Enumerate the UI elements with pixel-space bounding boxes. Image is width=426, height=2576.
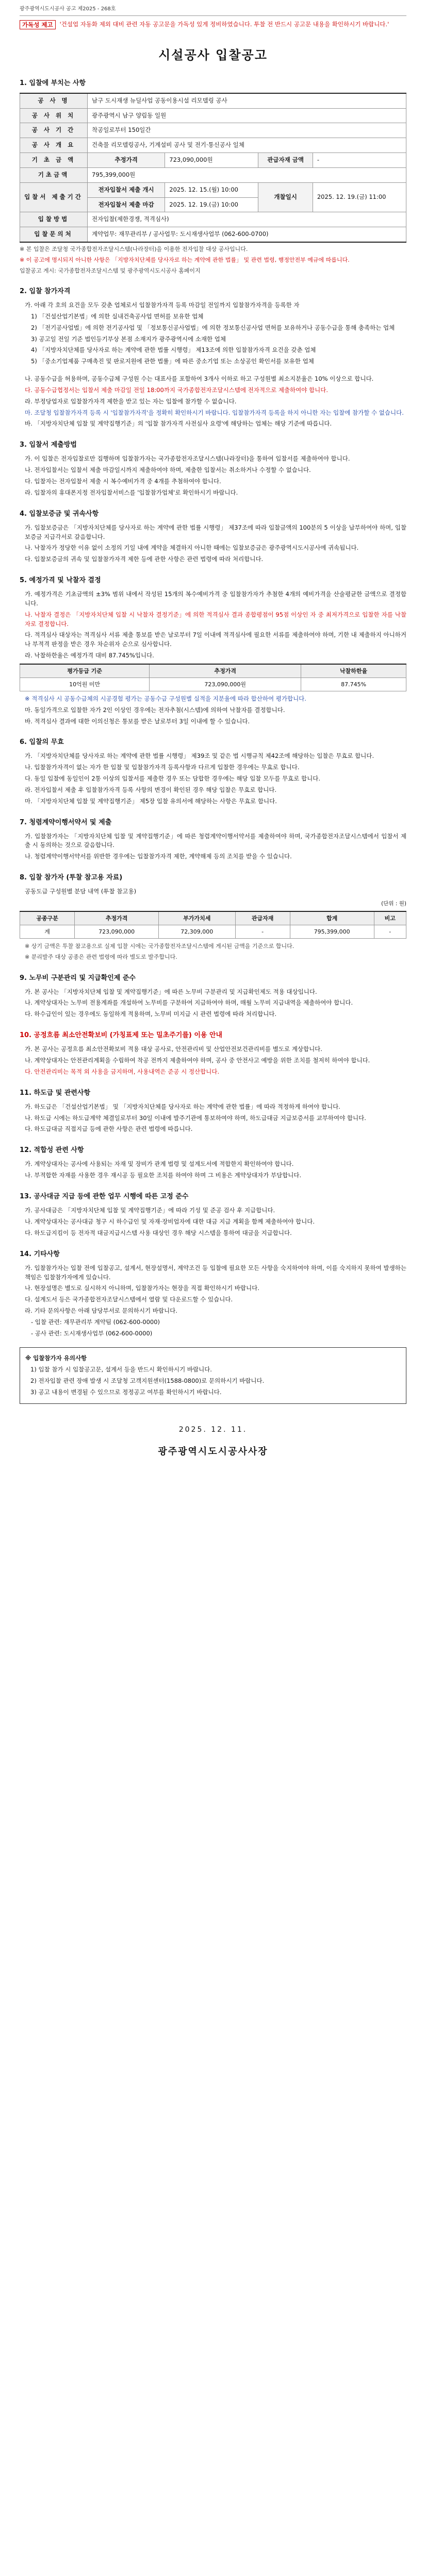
paragraph: 가. 아래 각 호의 요건을 모두 갖춘 업체로서 입찰참가자격 등록 마감일 전일까지 입찰참가자격을 등록한 자 (25, 301, 300, 309)
paragraph: ※ 상기 금액은 투찰 참고용으로 실제 입찰 시에는 국가종합전자조달시스템에 게시된 금액을 기준으로 합니다. (25, 943, 294, 950)
paragraph: 나. 계약상대자는 안전관리계획을 수립하여 착공 전까지 제출하여야 하며, 공사 중 안전사고 예방을 위한 조치를 철저히 하여야 합니다. (25, 1057, 370, 1064)
paragraph: - 공사 관련: 도시재생사업부 (062-600-0000) (31, 1329, 153, 1337)
money-key: 추정가격 (88, 153, 165, 168)
column-header: 평가등급 기준 (20, 664, 150, 678)
paragraph: 가. 본 공사는 「지방자치단체 입찰 및 계약집행기준」에 따른 노무비 구분관리 및 지급확인제도 적용 대상입니다. (25, 988, 317, 995)
money-value: 723,090,000원 (165, 153, 258, 168)
paragraph: 라. 입찰자의 휴대폰지정 전자입찰서비스를 '입찰참가업체'로 확인하시기 바랍니다. (25, 488, 238, 496)
table-row (20, 212, 406, 227)
row-label: 입찰방법 (20, 212, 88, 227)
table-cell: 723,090,000 (75, 925, 159, 939)
paragraph: 나. 계약상대자는 노무비 전용계좌를 개설하여 노무비를 구분하여 지급하여야 하며, 매월 노무비 지급내역을 제출하여야 합니다. (25, 999, 353, 1007)
section-9-heading: 9. 노무비 구분관리 및 지급확인제 준수 (20, 974, 136, 982)
paragraph: 나. 계약상대자는 공사대금 청구 시 하수급인 및 자재·장비업자에 대한 대금 지급 계획을 함께 제출하여야 합니다. (25, 1217, 315, 1225)
section-8-heading: 8. 입찰 참가자 (투찰 참고용 자료) (20, 874, 123, 882)
paragraph: 가. 하도급은 「건설산업기본법」 및 「지방자치단체를 당사자로 하는 계약에 관한 법률」에 따라 적정하게 하여야 합니다. (25, 1103, 340, 1110)
paragraph: 가. 계약상대자는 공사에 사용되는 자재 및 장비가 관계 법령 및 설계도서에 적합한지 확인하여야 합니다. (25, 1160, 294, 1168)
unit-label: (단위 : 원) (381, 901, 406, 907)
schedule-key: 개찰일시 (258, 182, 313, 212)
paragraph: 나. 전자입찰서는 입찰서 제출 마감일시까지 제출하여야 하며, 제출한 입찰서는 취소하거나 수정할 수 없습니다. (25, 466, 311, 474)
paragraph: 3) 공고 내용이 변경될 수 있으므로 정정공고 여부를 확인하시기 바랍니다. (30, 1388, 222, 1396)
paragraph: 나. 현장설명은 별도로 실시하지 아니하며, 입찰참가자는 현장을 직접 확인하시기 바랍니다. (25, 1284, 259, 1292)
table-row (20, 167, 406, 182)
notice-tag: 가독성 제고 (20, 20, 56, 29)
paragraph: 바. 「지방자치단체 입찰 및 계약집행기준」의 '입찰 참가자격 사전심사 요령'에 해당하는 업체는 해당 기준에 따릅니다. (25, 420, 332, 428)
paragraph: 나. 낙찰자가 정당한 이유 없이 소정의 기일 내에 계약을 체결하지 아니한 때에는 입찰보증금은 광주광역시도시공사에 귀속됩니다. (25, 544, 359, 552)
paragraph: ※ 분리발주 대상 공종은 관련 법령에 따라 별도로 발주합니다. (25, 954, 177, 961)
table-row (20, 182, 406, 197)
section-1-heading: 1. 입찰에 부치는 사항 (20, 79, 86, 87)
paragraph: 가. 본 공사는 공정흐름 최소안전확보비 적용 대상 공사로, 안전관리비 및 산업안전보건관리비를 별도로 계상합니다. (25, 1045, 322, 1053)
paragraph: 나. 하도급 시에는 하도급계약 체결일로부터 30일 이내에 발주기관에 통보하여야 하며, 하도급대금 지급보증서를 교부하여야 합니다. (25, 1114, 366, 1122)
table-header-row (20, 664, 406, 678)
paragraph: 나. 입찰참가자격이 없는 자가 한 입찰 및 입찰참가자격 등록사항과 다르게 입찰한 경우에는 무효로 합니다. (25, 764, 300, 771)
paragraph: 다. 하도급대금 직접지급 등에 관한 사항은 관련 법령에 따릅니다. (25, 1125, 193, 1133)
section-7-heading: 7. 청렴계약이행서약서 및 제출 (20, 818, 112, 826)
column-header: 공종구분 (20, 911, 75, 925)
section-4-heading: 4. 입찰보증금 및 귀속사항 (20, 510, 99, 518)
table-header-row (20, 911, 406, 925)
issuing-organization: 광주광역시도시공사사장 (158, 1446, 268, 1458)
table-row (20, 677, 406, 691)
paragraph: 1) 입찰 참가 시 입찰공고문, 설계서 등을 반드시 확인하시기 바랍니다. (30, 1366, 212, 1374)
paragraph: - 입찰 관련: 재무관리부 계약팀 (062-600-0000) (31, 1318, 160, 1326)
row-value: 남구 도시재생 뉴딜사업 공동이용시설 리모델링 공사 (88, 93, 406, 108)
paragraph: 나. 공동수급을 허용하며, 공동수급체 구성원 수는 대표사를 포함하여 3개사 이하로 하고 구성원별 최소지분율은 10% 이상으로 합니다. (25, 375, 374, 383)
paragraph: 다. 하수급인이 있는 경우에도 동일하게 적용하며, 노무비 미지급 시 관련 법령에 따라 처리합니다. (25, 1010, 277, 1018)
paragraph: 2) 전자입찰 관련 장애 발생 시 조달청 고객지원센터(1588-0800)로 문의하시기 바랍니다. (30, 1377, 265, 1385)
table-row (20, 108, 406, 123)
contact-value: 계약업무: 재무관리부 / 공사업무: 도시재생사업부 (062-600-0700) (88, 227, 406, 242)
column-header: 관급자재 (235, 911, 290, 925)
paragraph: 가. 예정가격은 기초금액의 ±3% 범위 내에서 작성된 15개의 복수예비가격 중 입찰참가자가 추첨한 4개의 예비가격을 산술평균한 금액으로 결정합니다. (25, 590, 406, 607)
table-cell: 10억원 미만 (20, 677, 150, 691)
contact-label: 입찰문의처 (20, 227, 88, 242)
page-title: 시설공사 입찰공고 (158, 47, 268, 62)
paragraph: 라. 전자입찰서 제출 후 입찰참가자격 등록 사항의 변경이 확인된 경우 해당 입찰은 무효로 합니다. (25, 786, 277, 793)
money-label: 기 초 금 액 (20, 153, 88, 168)
paragraph: 입찰공고 게시: 국가종합전자조달시스템 및 광주광역시도시공사 홈페이지 (20, 267, 201, 275)
section-6-heading: 6. 입찰의 무효 (20, 738, 64, 747)
table-row (20, 93, 406, 108)
section-14-heading: 14. 기타사항 (20, 1250, 60, 1258)
paragraph: 가. 「지방자치단체를 당사자로 하는 계약에 관한 법률 시행령」 제39조 및 같은 법 시행규칙 제42조에 해당하는 입찰은 무효로 합니다. (25, 752, 374, 760)
paragraph: 다. 공동수급협정서는 입찰서 제출 마감일 전일 18:00까지 국가종합전자조달시스템에 전자적으로 제출하여야 합니다. (25, 386, 329, 394)
section-2-heading: 2. 입찰 참가자격 (20, 287, 71, 296)
table-cell: 계 (20, 925, 75, 939)
base-amount-label: 기초금액 (20, 167, 88, 182)
table-cell: 87.745% (301, 677, 406, 691)
paragraph: 바. 적격심사 결과에 대한 이의신청은 통보를 받은 날로부터 3일 이내에 할 수 있습니다. (25, 717, 250, 725)
table-row (20, 138, 406, 153)
paragraph: ※ 이 공고에 명시되지 아니한 사항은 「지방자치단체를 당사자로 하는 계약에 관한 법률」 및 관련 법령, 행정안전부 예규에 따릅니다. (20, 257, 350, 263)
paragraph: 다. 입찰자는 전자입찰서 제출 시 복수예비가격 중 4개를 추첨하여야 합니다. (25, 477, 221, 485)
paragraph: 다. 동일 입찰에 동일인이 2통 이상의 입찰서를 제출한 경우 또는 담합한 경우에는 해당 입찰 모두를 무효로 합니다. (25, 775, 321, 783)
row-value: 광주광역시 남구 양림동 일원 (88, 108, 406, 123)
paragraph: 마. 조달청 입찰참가자격 등록 시 '입찰참가자격'을 정확히 확인하시기 바랍니다. 입찰참가자격 등록을 하지 아니한 자는 입찰에 참가할 수 없습니다. (25, 409, 404, 416)
paragraph: 3) 공고일 전일 기준 법인등기부상 본점 소재지가 광주광역시에 소재한 업체 (31, 335, 226, 343)
schedule-label: 입찰서 제출기간 (20, 182, 88, 212)
table-cell: 723,090,000원 (150, 677, 301, 691)
paragraph: 마. 동일가격으로 입찰한 자가 2인 이상인 경우에는 전자추첨(시스템)에 의하여 낙찰자를 결정합니다. (25, 706, 285, 714)
row-value: 건축물 리모델링공사, 기계설비 공사 및 전기·통신공사 일체 (88, 138, 406, 153)
schedule-value: 2025. 12. 19.(금) 11:00 (313, 182, 406, 212)
section-10-heading: 10. 공정흐름 최소안전확보비 (가칭표제 또는 밀초주기를) 이용 안내 (20, 1031, 223, 1040)
schedule-value: 2025. 12. 15.(월) 10:00 (165, 182, 258, 197)
section-12-heading: 12. 적합성 관련 사항 (20, 1146, 84, 1155)
notice-text: '건설업 자동화 제외 대비 관련 자동 공고문을 가독성 있게 정비하였습니다. 투찰 전 반드시 공고문 내용을 확인하시기 바랍니다.' (59, 20, 389, 28)
row-label: 공 사 위 치 (20, 108, 88, 123)
row-value: 전자입찰(제한경쟁, 적격심사) (88, 212, 406, 227)
table-cell: 72,309,000 (159, 925, 235, 939)
column-header: 추정가격 (150, 664, 301, 678)
caution-title: ※ 입찰참가자 유의사항 (25, 1354, 87, 1362)
amount-table (20, 911, 406, 939)
paragraph: ※ 적격심사 시 공동수급체의 시공경험 평가는 공동수급 구성원별 실적을 지분율에 따라 합산하여 평가합니다. (25, 694, 306, 702)
paragraph: 가. 입찰참가자는 「지방자치단체 입찰 및 계약집행기준」에 따른 청렴계약이행서약서를 제출하여야 하며, 국가종합전자조달시스템에서 입찰서 제출 시 동의하는 것으로 갈음합니다. (25, 832, 406, 849)
paragraph: 공동도급 구성원별 분담 내역 (투찰 참고용) (25, 888, 137, 895)
table-row (20, 925, 406, 939)
paragraph: 가. 입찰참가자는 입찰 전에 입찰공고, 설계서, 현장설명서, 계약조건 등 입찰에 필요한 모든 사항을 숙지하여야 하며, 이를 숙지하지 못하여 발생하는 책임은 입찰참가자에게 있습니다. (25, 1264, 406, 1281)
table-cell: - (235, 925, 290, 939)
announcement-number: 광주광역시도시공사 공고 제2025 - 268호 (20, 5, 406, 16)
table-cell: 795,399,000 (290, 925, 374, 939)
money-key: 관급자재 금액 (258, 153, 313, 168)
schedule-key: 전자입찰서 제출 마감 (88, 197, 165, 212)
table-row (20, 123, 406, 138)
section-5-heading: 5. 예정가격 및 낙찰자 결정 (20, 576, 101, 584)
row-label: 공 사 명 (20, 93, 88, 108)
column-header: 낙찰하한율 (301, 664, 406, 678)
column-header: 부가가치세 (159, 911, 235, 925)
column-header: 비고 (374, 911, 406, 925)
paragraph: 마. 「지방자치단체 입찰 및 계약집행기준」 제5장 입찰 유의서에 해당하는 사항은 무효로 합니다. (25, 797, 277, 805)
paragraph: 가. 이 입찰은 전자입찰로만 집행하며 입찰참가자는 국가종합전자조달시스템(나라장터)을 통하여 입찰서를 제출하여야 합니다. (25, 455, 350, 463)
table-row (20, 153, 406, 168)
money-value: - (313, 153, 406, 168)
notice-banner (20, 20, 406, 29)
column-header: 추정가격 (75, 911, 159, 925)
lower-limit-table (20, 664, 406, 691)
paragraph: ※ 본 입찰은 조달청 국가종합전자조달시스템(나라장터)을 이용한 전자입찰 대상 공사입니다. (20, 245, 248, 252)
paragraph: 다. 입찰보증금의 귀속 및 입찰참가자격 제한 등에 관한 사항은 관련 법령에 따라 처리합니다. (25, 555, 264, 563)
bidder-caution-box (20, 1347, 406, 1403)
schedule-value: 2025. 12. 19.(금) 10:00 (165, 197, 258, 212)
section-13-heading: 13. 공사대금 지급 등에 관한 업무 시행에 따른 고정 준수 (20, 1193, 189, 1200)
schedule-key: 전자입찰서 제출 개시 (88, 182, 165, 197)
announcement-date: 2025. 12. 11. (178, 1425, 248, 1434)
paragraph: 1) 「건설산업기본법」에 의한 실내건축공사업 면허를 보유한 업체 (31, 313, 204, 320)
bid-info-table (20, 93, 406, 243)
paragraph: 라. 기타 문의사항은 아래 담당부서로 문의하시기 바랍니다. (25, 1307, 177, 1314)
paragraph: 라. 부정당업자로 입찰참가자격 제한을 받고 있는 자는 입찰에 참가할 수 없습니다. (25, 397, 237, 405)
row-value: 착공일로부터 150일간 (88, 123, 406, 138)
paragraph: 다. 하도급지킴이 등 전자적 대금지급시스템 사용 대상인 경우 해당 시스템을 통하여 대금을 지급합니다. (25, 1229, 292, 1236)
section-3-heading: 3. 입찰서 제출방법 (20, 441, 77, 449)
row-label: 공 사 기 간 (20, 123, 88, 138)
paragraph: 5) 「중소기업제품 구매촉진 및 판로지원에 관한 법률」에 따른 중소기업 또는 소상공인 확인서를 보유한 업체 (31, 358, 314, 365)
table-cell: - (374, 925, 406, 939)
column-header: 합계 (290, 911, 374, 925)
paragraph: 가. 입찰보증금은 「지방자치단체를 당사자로 하는 계약에 관한 법률 시행령」 제37조에 따라 입찰금액의 100분의 5 이상을 납부하여야 하며, 입찰보증금 지급각서로 갈음합니다. (25, 523, 407, 540)
paragraph: 나. 청렴계약이행서약서를 위반한 경우에는 입찰참가자격 제한, 계약해제 등의 조치를 받을 수 있습니다. (25, 853, 292, 860)
paragraph: 다. 설계도서 등은 국가종합전자조달시스템에서 열람 및 다운로드할 수 있습니다. (25, 1296, 233, 1303)
paragraph: 4) 「지방자치단체를 당사자로 하는 계약에 관한 법률 시행령」 제13조에 의한 입찰참가자격 요건을 갖춘 업체 (31, 346, 316, 354)
paragraph: 2) 「전기공사업법」에 의한 전기공사업 및 「정보통신공사업법」에 의한 정보통신공사업 면허를 보유하거나 공동수급을 통해 충족하는 업체 (31, 324, 395, 331)
base-amount-value: 795,399,000원 (88, 167, 406, 182)
paragraph: 다. 적격심사 대상자는 적격심사 서류 제출 통보를 받은 날로부터 7일 이내에 적격심사에 필요한 서류를 제출하여야 하며, 기한 내 제출하지 아니하거나 부적격 판정을 받은 경우 차순위자 순으로 심사합니다. (25, 631, 406, 648)
paragraph: 나. 부적합한 자재를 사용한 경우 재시공 등 필요한 조치를 하여야 하며 그 비용은 계약상대자가 부담합니다. (25, 1172, 302, 1179)
paragraph: 가. 공사대금은 「지방자치단체 입찰 및 계약집행기준」에 따라 기성 및 준공 검사 후 지급합니다. (25, 1207, 275, 1214)
paragraph: 다. 안전관리비는 목적 외 사용을 금지하며, 사용내역은 준공 시 정산합니다. (25, 1067, 220, 1075)
row-label: 공 사 개 요 (20, 138, 88, 153)
table-row (20, 227, 406, 242)
paragraph: 나. 낙찰자 결정은 「지방자치단체 입찰 시 낙찰자 결정기준」에 의한 적격심사 결과 종합평점이 95점 이상인 자 중 최저가격으로 입찰한 자를 낙찰자로 결정합니다. (25, 611, 406, 628)
section-11-heading: 11. 하도급 및 관련사항 (20, 1089, 91, 1097)
paragraph: 라. 낙찰하한율은 예정가격 대비 87.745%입니다. (25, 651, 154, 659)
